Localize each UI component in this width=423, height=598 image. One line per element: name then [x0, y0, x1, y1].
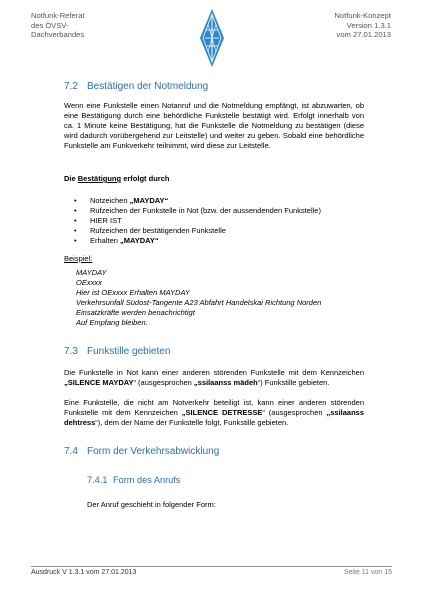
header-left-line-2: des ÖVSV- [31, 20, 69, 30]
example-line: OExxxx [76, 278, 102, 287]
list-item-text: Erhalten [90, 236, 121, 245]
example-line: MAYDAY [76, 268, 107, 277]
list-item [72, 236, 321, 246]
footer-divider [31, 566, 392, 567]
heading-7-2-number: 7.2 [64, 81, 78, 92]
confirmation-underlined: Bestätigung [77, 174, 122, 183]
heading-7-3-title: Funkstille gebieten [87, 346, 171, 357]
header-right-line-1: Notfunk-Konzept [334, 11, 391, 20]
heading-7-3 [64, 346, 170, 357]
example-label: Beispiel: [64, 254, 93, 263]
text-span: “ (ausgesprochen [262, 408, 327, 417]
example-line: Hier ist OExxxx Erhalten MAYDAY [76, 288, 190, 297]
heading-7-3-number: 7.3 [64, 346, 78, 357]
list-item-text: Notzeichen [90, 196, 130, 205]
list-item: • Rufzeichen der Funkstelle in Not (bzw. der aussendenden Funkstelle) [72, 206, 321, 216]
header-right-line-2: Version 1.3.1 [346, 20, 391, 30]
footer-print-info: Ausdruck V 1.3.1 vom 27.01.2013 [31, 569, 137, 576]
header-right-line-3: vom 27.01.2013 [336, 30, 391, 39]
list-item-bold: „MAYDAY“ [120, 236, 159, 245]
bold-span: „ssilaanss mädeh [193, 378, 258, 387]
paragraph-7-4-1-body: Der Anruf geschieht in folgender Form: [87, 500, 216, 509]
confirmation-pre: Die [64, 174, 78, 183]
example-block [76, 268, 321, 328]
paragraph-7-3-first [64, 368, 364, 388]
paragraph-text: Wenn eine Funkstelle einen Notanruf und die Notmeldung empfängt, ist abzuwarten, ob eine Bestätigung durch eine behördliche Funkstelle bestätigt wird. Erfolgt innerhalb von ca. 1 Minute keine Bestätigung, hat die Funkstelle die Notmeldung zu bestätigen (diese wird dadurch vorübergehend zur Leitstelle) und weiter zu geben. Sobald eine behördliche Funkstelle am Funkverkehr teilnimmt, wird diese zur Leitstelle. [64, 101, 364, 150]
heading-7-2 [64, 81, 208, 92]
example-line: Einsatzkräfte werden benachrichtigt [76, 308, 195, 317]
example-line: Verkehrsunfall Südost-Tangente A23 Abfahrt Handelskai Richtung Norden [76, 298, 322, 307]
bold-span: „SILENCE MAYDAY [64, 378, 134, 387]
heading-7-4-1 [87, 475, 180, 485]
text-span: “), dem der Name der Funkstelle folgt, Funkstille gebieten. [95, 418, 289, 427]
list-item: • Rufzeichen der bestätigenden Funkstelle [72, 226, 321, 236]
footer-page-number: Seite 11 von 15 [343, 569, 392, 576]
header-left-line-3: Dachverbandes [31, 30, 85, 39]
text-span: “ (ausgesprochen [133, 378, 194, 387]
confirmation-post: erfolgt durch [121, 174, 170, 183]
text-span: “) Funkstille gebieten. [257, 378, 330, 387]
heading-7-4-1-number: 7.4.1 [87, 475, 108, 485]
text-span: Eine Funkstelle, die nicht am Notverkehr beteiligt ist, kann einer anderen störenden Funkstelle mit dem Kennzeichen [64, 398, 364, 417]
bold-span: „SILENCE DETRESSE [181, 408, 263, 417]
logo-diamond-icon [199, 8, 225, 68]
header-right [334, 11, 391, 40]
list-item: • HIER IST [72, 216, 321, 226]
bold-span: „ssilaanss dehtress [64, 408, 365, 427]
text-span: Die Funkstelle in Not kann einer anderen störenden Funkstelle mit dem Kennzeichen [64, 368, 364, 377]
paragraph-7-3-second [64, 398, 364, 428]
list-item-bold: „MAYDAY“ [129, 196, 169, 205]
confirmation-list [72, 196, 321, 246]
heading-7-4-1-title: Form des Anrufs [113, 475, 181, 485]
heading-7-4-number: 7.4 [64, 446, 78, 457]
heading-7-4 [64, 446, 219, 457]
example-line: Auf Empfang bleiben. [76, 318, 148, 327]
heading-7-4-title: Form der Verkehrsabwicklung [87, 446, 220, 457]
list-item [72, 196, 321, 206]
confirmation-heading [64, 174, 364, 184]
paragraph-7-2-body [64, 101, 364, 151]
header-left [31, 11, 85, 40]
header-left-line-1: Notfunk-Referat [31, 11, 85, 20]
heading-7-2-title: Bestätigen der Notmeldung [87, 81, 209, 92]
